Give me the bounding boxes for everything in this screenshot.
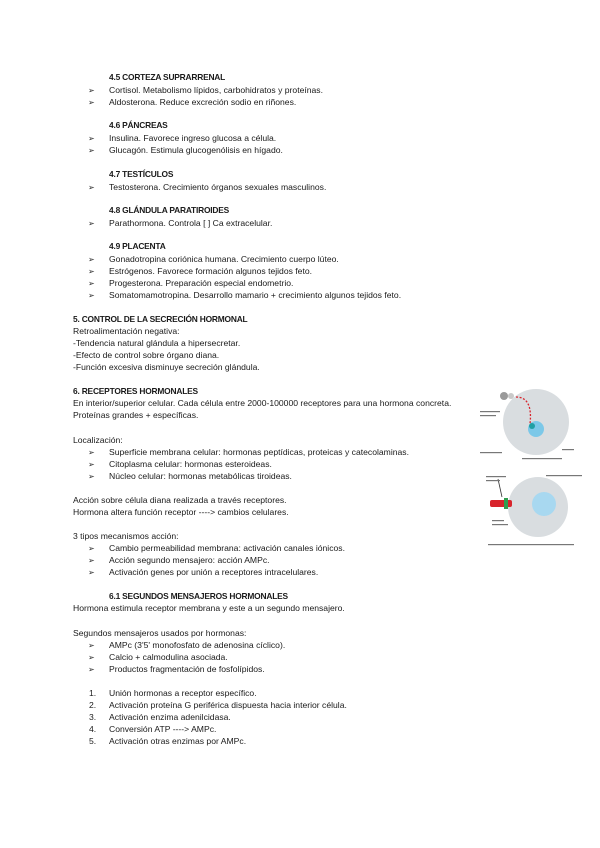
list-item: ➢ Calcio + calmodulina asociada.: [109, 652, 228, 663]
text-line: Hormona estimula receptor membrana y este a un segundo mensajero.: [73, 603, 345, 613]
step-text: Activación enzima adenilcidasa.: [109, 712, 231, 722]
list-item: ➢ Progesterona. Preparación especial endometrio.: [109, 278, 293, 289]
list-item: ➢ Cambio permeabilidad membrana: activación canales iónicos.: [109, 543, 345, 554]
step-text: Activación proteína G periférica dispuesta hacia interior célula.: [109, 700, 347, 710]
list-item: ➢ AMPc (3'5' monofosfato de adenosina cíclico).: [109, 640, 285, 651]
heading-4-6: 4.6 PÁNCREAS: [109, 120, 168, 130]
text-line: Segundos mensajeros usados por hormonas:: [73, 628, 247, 638]
list-item: ➢ Insulina. Favorece ingreso glucosa a célula.: [109, 133, 276, 144]
receptor-illustration: [478, 382, 588, 550]
text-line: Proteínas grandes + específicas.: [73, 410, 199, 420]
list-item: ➢ Citoplasma celular: hormonas esteroideas.: [109, 459, 272, 470]
text-line: Localización:: [73, 435, 123, 445]
heading-5: 5. CONTROL DE LA SECRECIÓN HORMONAL: [73, 314, 248, 324]
hormone-molecule-icon: [500, 392, 508, 400]
list-item: ➢ Cortisol. Metabolismo lípidos, carbohidratos y proteínas.: [109, 85, 323, 96]
text-line: Hormona altera función receptor ----> cambios celulares.: [73, 507, 289, 517]
list-item: ➢ Acción segundo mensajero: acción AMPc.: [109, 555, 270, 566]
heading-6: 6. RECEPTORES HORMONALES: [73, 386, 198, 396]
hormone-receptor-icon: [529, 423, 535, 429]
receptor-protein-icon: [490, 500, 512, 507]
step-text: Conversión ATP ----> AMPc.: [109, 724, 217, 734]
text-line: 3 tipos mecanismos acción:: [73, 531, 179, 541]
list-item: ➢ Núcleo celular: hormonas metabólicas tiroideas.: [109, 471, 292, 482]
numbered-item: 1. Unión hormonas a receptor específico.: [89, 688, 257, 698]
numbered-item: 5. Activación otras enzimas por AMPc.: [89, 736, 247, 746]
nucleus-icon: [532, 492, 556, 516]
heading-4-9: 4.9 PLACENTA: [109, 241, 166, 251]
heading-4-8: 4.8 GLÁNDULA PARATIROIDES: [109, 205, 230, 215]
text-line: -Tendencia natural glándula a hipersecretar.: [73, 338, 241, 348]
list-item: ➢ Glucagón. Estimula glucogenólisis en hígado.: [109, 145, 283, 156]
heading-4-7: 4.7 TESTÍCULOS: [109, 169, 174, 179]
numbered-item: 2. Activación proteína G periférica dispuesta hacia interior célula.: [89, 700, 347, 710]
numbered-item: 4. Conversión ATP ----> AMPc.: [89, 724, 217, 734]
heading-4-5: 4.5 CORTEZA SUPRARRENAL: [109, 72, 226, 82]
list-item: ➢ Productos fragmentación de fosfolípidos.: [109, 664, 265, 675]
text-line: Acción sobre célula diana realizada a través receptores.: [73, 495, 287, 505]
list-item: ➢ Somatomamotropina. Desarrollo mamario + crecimiento algunos tejidos feto.: [109, 290, 401, 301]
text-line: En interior/superior celular. Cada célula entre 2000-100000 receptores para una hormona concreta.: [73, 398, 452, 408]
list-item: ➢ Gonadotropina coriónica humana. Crecimiento cuerpo lúteo.: [109, 254, 339, 265]
list-item: ➢ Testosterona. Crecimiento órganos sexuales masculinos.: [109, 182, 326, 193]
list-item: ➢ Superficie membrana celular: hormonas peptídicas, proteicas y catecolaminas.: [109, 447, 409, 458]
list-item: ➢ Activación genes por unión a receptores intracelulares.: [109, 567, 318, 578]
list-item: ➢ Aldosterona. Reduce excreción sodio en riñones.: [109, 97, 296, 108]
list-item: ➢ Parathormona. Controla [ ] Ca extracelular.: [109, 218, 272, 229]
heading-6-1: 6.1 SEGUNDOS MENSAJEROS HORMONALES: [109, 591, 288, 601]
step-text: Activación otras enzimas por AMPc.: [109, 736, 247, 746]
text-line: -Efecto de control sobre órgano diana.: [73, 350, 220, 360]
numbered-item: 3. Activación enzima adenilcidasa.: [89, 712, 231, 722]
text-line: -Función excesiva disminuye secreción glándula.: [73, 362, 260, 372]
text-line: Retroalimentación negativa:: [73, 326, 180, 336]
list-item: ➢ Estrógenos. Favorece formación algunos tejidos feto.: [109, 266, 312, 277]
step-text: Unión hormonas a receptor específico.: [109, 688, 257, 698]
